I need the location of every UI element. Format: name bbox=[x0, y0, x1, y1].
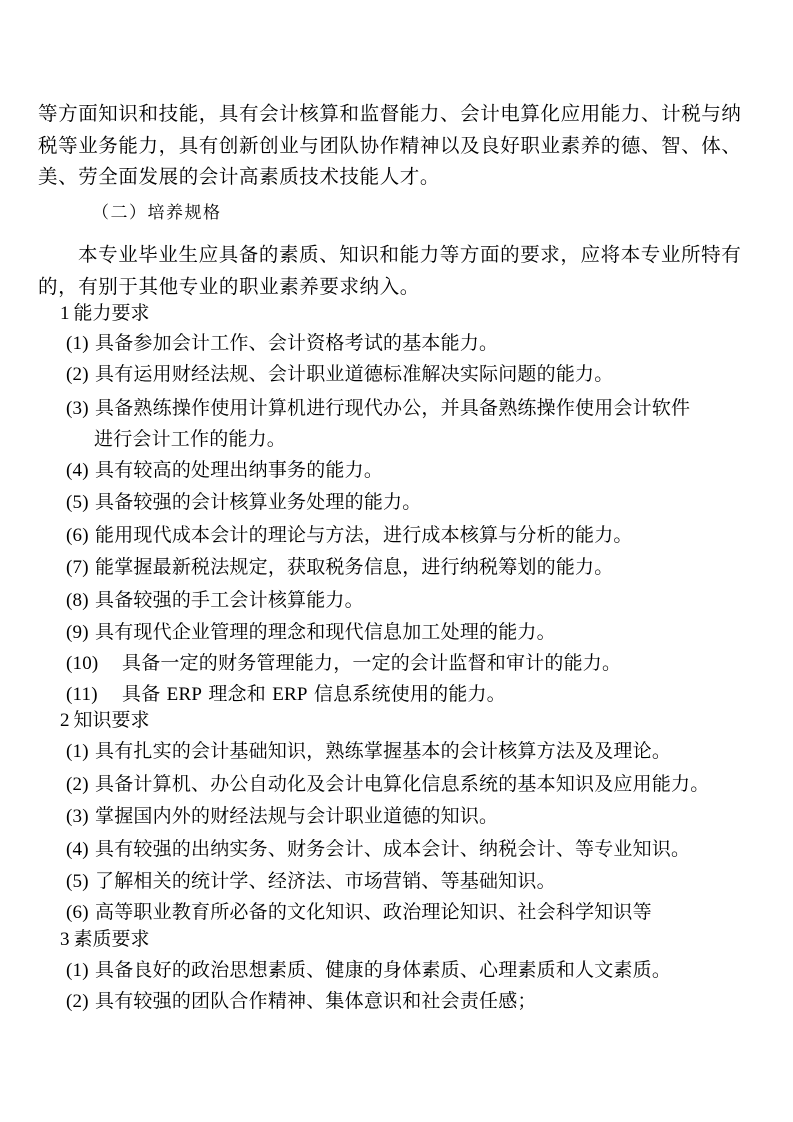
list-item-text: 具有较高的处理出纳事务的能力。 bbox=[95, 459, 384, 481]
list-item bbox=[66, 617, 766, 648]
list-item-text-part: 信息系统使用的能力。 bbox=[307, 683, 506, 705]
list-item-index: (10) bbox=[66, 653, 99, 674]
list-item bbox=[66, 520, 766, 551]
list-item-text: 具有较强的团队合作精神、集体意识和社会责任感； bbox=[95, 990, 537, 1012]
list-item-text: 具备熟练操作使用计算机进行现代办公，并具备熟练操作使用会计软件 bbox=[95, 397, 691, 419]
list-item-text: 具备一定的财务管理能力，一定的会计监督和审计的能力。 bbox=[122, 652, 622, 674]
list-item-text: 掌握国内外的财经法规与会计职业道德的知识。 bbox=[95, 805, 499, 827]
list-item-index: (1) bbox=[66, 333, 89, 354]
list-item-index: (5) bbox=[66, 492, 89, 513]
list-item bbox=[66, 736, 766, 767]
section-number: 2 bbox=[60, 710, 70, 731]
list-item bbox=[66, 834, 766, 865]
section-heading: （二）培养规格 bbox=[92, 203, 222, 223]
list-item-text-part: 理念和 bbox=[202, 683, 273, 705]
list-item-index: (3) bbox=[66, 806, 89, 827]
intro-paragraph: 等方面知识和技能，具有会计核算和监督能力、会计电算化应用能力、计税与纳税等业务能力，具有创新创业与团队协作精神以及良好职业素养的德、智、体、美、劳全面发展的会计高素质技术技能人才。 bbox=[38, 102, 742, 188]
knowledge-section-title bbox=[60, 706, 150, 735]
section-number: 3 bbox=[60, 929, 70, 950]
list-item-text: 了解相关的统计学、经济法、市场营销、等基础知识。 bbox=[95, 870, 556, 892]
list-item bbox=[66, 648, 766, 679]
list-item bbox=[66, 955, 766, 986]
summary-paragraph: 本专业毕业生应具备的素质、知识和能力等方面的要求，应将本专业所特有的，有别于其他专业的职业素养要求纳入。 bbox=[38, 243, 742, 298]
list-item-index: (6) bbox=[66, 525, 89, 546]
list-item-text-part: ERP bbox=[272, 684, 308, 705]
list-item-text: 能掌握最新税法规定，获取税务信息，进行纳税筹划的能力。 bbox=[95, 556, 614, 578]
list-item bbox=[66, 801, 766, 832]
list-item-index: (11) bbox=[66, 684, 98, 705]
list-item bbox=[66, 328, 766, 359]
list-item bbox=[66, 359, 766, 390]
list-item-text: 具备计算机、办公自动化及会计电算化信息系统的基本知识及应用能力。 bbox=[95, 773, 710, 795]
list-item bbox=[66, 866, 766, 897]
list-item-text: 具有扎实的会计基础知识，熟练掌握基本的会计核算方法及及理论。 bbox=[95, 740, 672, 762]
section-title-text: 素质要求 bbox=[73, 928, 150, 950]
list-item-text: 具有较强的出纳实务、财务会计、成本会计、纳税会计、等专业知识。 bbox=[95, 838, 691, 860]
list-item-index: (7) bbox=[66, 557, 89, 578]
list-item bbox=[66, 455, 766, 486]
list-item-text: 具备参加会计工作、会计资格考试的基本能力。 bbox=[95, 332, 499, 354]
section-title-text: 能力要求 bbox=[73, 302, 150, 324]
list-item bbox=[66, 679, 766, 710]
list-item-index: (3) bbox=[66, 398, 89, 419]
list-item-index: (2) bbox=[66, 774, 89, 795]
list-item-text: 具备较强的手工会计核算能力。 bbox=[95, 589, 364, 611]
list-item bbox=[66, 986, 766, 1017]
list-item bbox=[66, 393, 766, 455]
list-item-text: 具备良好的政治思想素质、健康的身体素质、心理素质和人文素质。 bbox=[95, 959, 672, 981]
list-item-index: (1) bbox=[66, 741, 89, 762]
list-item-index: (2) bbox=[66, 364, 89, 385]
list-item bbox=[66, 769, 766, 800]
list-item bbox=[66, 585, 766, 616]
list-item-text-part: 具备 bbox=[122, 683, 167, 705]
list-item-index: (2) bbox=[66, 991, 89, 1012]
list-item-text-part: ERP bbox=[166, 684, 203, 705]
list-item-text: 具有运用财经法规、会计职业道德标准解决实际问题的能力。 bbox=[95, 363, 614, 385]
list-item bbox=[66, 897, 766, 928]
list-item-text: 具有现代企业管理的理念和现代信息加工处理的能力。 bbox=[95, 621, 556, 643]
list-item bbox=[66, 552, 766, 583]
list-item-index: (5) bbox=[66, 871, 89, 892]
list-item-index: (9) bbox=[66, 622, 89, 643]
list-item-index: (6) bbox=[66, 902, 89, 923]
list-item-index: (1) bbox=[66, 960, 89, 981]
list-item-text: 能用现代成本会计的理论与方法，进行成本核算与分析的能力。 bbox=[95, 524, 633, 546]
list-item-continuation: 进行会计工作的能力。 bbox=[94, 428, 287, 450]
section-number: 1 bbox=[60, 303, 70, 324]
list-item-text: 具备较强的会计核算业务处理的能力。 bbox=[95, 491, 422, 513]
list-item-index: (4) bbox=[66, 460, 89, 481]
section-title-text: 知识要求 bbox=[73, 709, 150, 731]
quality-section-title bbox=[60, 925, 150, 954]
list-item-text: 高等职业教育所必备的文化知识、政治理论知识、社会科学知识等 bbox=[95, 901, 652, 923]
list-item-index: (4) bbox=[66, 839, 89, 860]
list-item bbox=[66, 487, 766, 518]
list-item-index: (8) bbox=[66, 590, 89, 611]
ability-section-title bbox=[60, 299, 150, 328]
